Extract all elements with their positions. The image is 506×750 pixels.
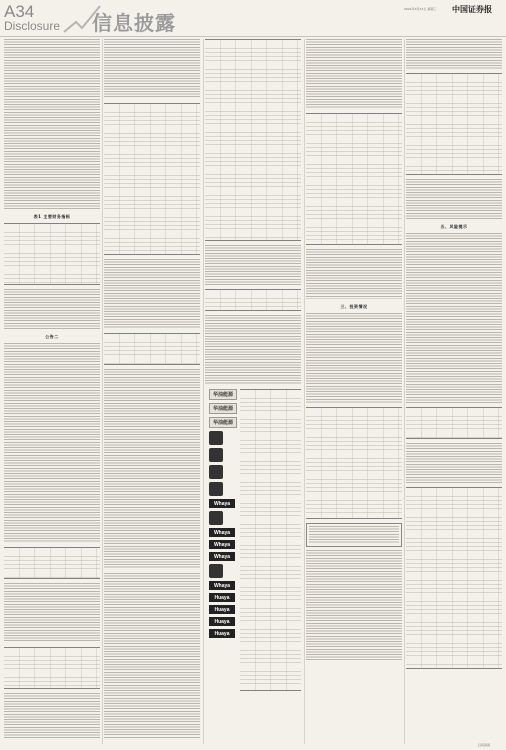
- data-table: [306, 407, 402, 519]
- brand-logo: Huaya: [209, 629, 235, 638]
- data-table: [4, 547, 100, 579]
- body-text: [4, 583, 100, 643]
- column-divider: [102, 39, 103, 744]
- trademark-glyph-icon: [209, 564, 223, 578]
- data-table: [406, 487, 502, 669]
- data-table: [205, 39, 301, 241]
- section-heading: 五、风险提示: [440, 223, 468, 229]
- brand-logo: Whaya: [209, 581, 235, 590]
- brand-logo: Huaya: [209, 605, 235, 614]
- section-heading: 三、投资情况: [340, 303, 368, 309]
- body-text: [205, 315, 301, 385]
- body-text: [205, 245, 301, 285]
- column-divider: [203, 39, 204, 744]
- data-table: [406, 73, 502, 175]
- body-text: [406, 179, 502, 219]
- column-2: [104, 39, 200, 739]
- body-text: [4, 693, 100, 739]
- trademark-glyph-icon: [209, 465, 223, 479]
- brand-logo: Whaya: [209, 552, 235, 561]
- body-text: [306, 249, 402, 299]
- body-text: [104, 369, 200, 569]
- brand-logo: Whaya: [209, 528, 235, 537]
- column-1: [4, 39, 100, 739]
- body-text: [104, 39, 200, 99]
- masthead: [0, 0, 506, 37]
- brand-logo-list: [205, 389, 237, 691]
- data-table: [4, 223, 100, 285]
- trademark-table: [240, 389, 301, 691]
- brand-logo: 华油能源: [209, 417, 237, 428]
- trademark-glyph-icon: [209, 511, 223, 525]
- newspaper-logo: 中国证券报: [452, 4, 492, 14]
- notice-heading: 公告二: [45, 333, 59, 339]
- data-table: [4, 647, 100, 689]
- column-4: [306, 39, 402, 739]
- body-text: [4, 39, 100, 209]
- column-divider: [404, 39, 405, 744]
- body-text: [306, 550, 402, 660]
- body-text: [306, 39, 402, 109]
- page-number: A34: [4, 2, 35, 21]
- column-divider: [304, 39, 305, 744]
- body-text: [406, 233, 502, 403]
- data-table: [306, 113, 402, 245]
- issue-date: 2021年3月31日 星期三: [404, 7, 437, 11]
- trademark-glyph-icon: [209, 431, 223, 445]
- data-table: [104, 333, 200, 365]
- brand-logo: Huaya: [209, 593, 235, 602]
- body-text: [104, 573, 200, 739]
- footer-marker: 扫码查阅: [478, 743, 491, 747]
- logo-section: [205, 389, 301, 691]
- brand-logo: 华油能源: [209, 403, 237, 414]
- column-5: [406, 39, 502, 739]
- data-table: [406, 407, 502, 439]
- brand-logo: Huaya: [209, 617, 235, 626]
- brand-logo: 华油能源: [209, 389, 237, 400]
- column-3: [205, 39, 301, 739]
- page-footer: [0, 742, 506, 750]
- body-text: [306, 313, 402, 403]
- body-text: [104, 259, 200, 329]
- body-text: [4, 289, 100, 329]
- section-english: Disclosure: [4, 19, 61, 33]
- notice-box: [306, 523, 402, 547]
- section-title: 信息披露: [92, 11, 176, 35]
- brand-logo: Whaya: [209, 540, 235, 549]
- body-text: [406, 443, 502, 483]
- body-text: [4, 343, 100, 543]
- data-table: [205, 289, 301, 311]
- trademark-glyph-icon: [209, 448, 223, 462]
- data-table: [104, 103, 200, 255]
- brand-logo: Whaya: [209, 499, 235, 508]
- body-text: [406, 39, 502, 69]
- trademark-glyph-icon: [209, 482, 223, 496]
- table-heading: 表1 主要财务指标: [33, 213, 71, 219]
